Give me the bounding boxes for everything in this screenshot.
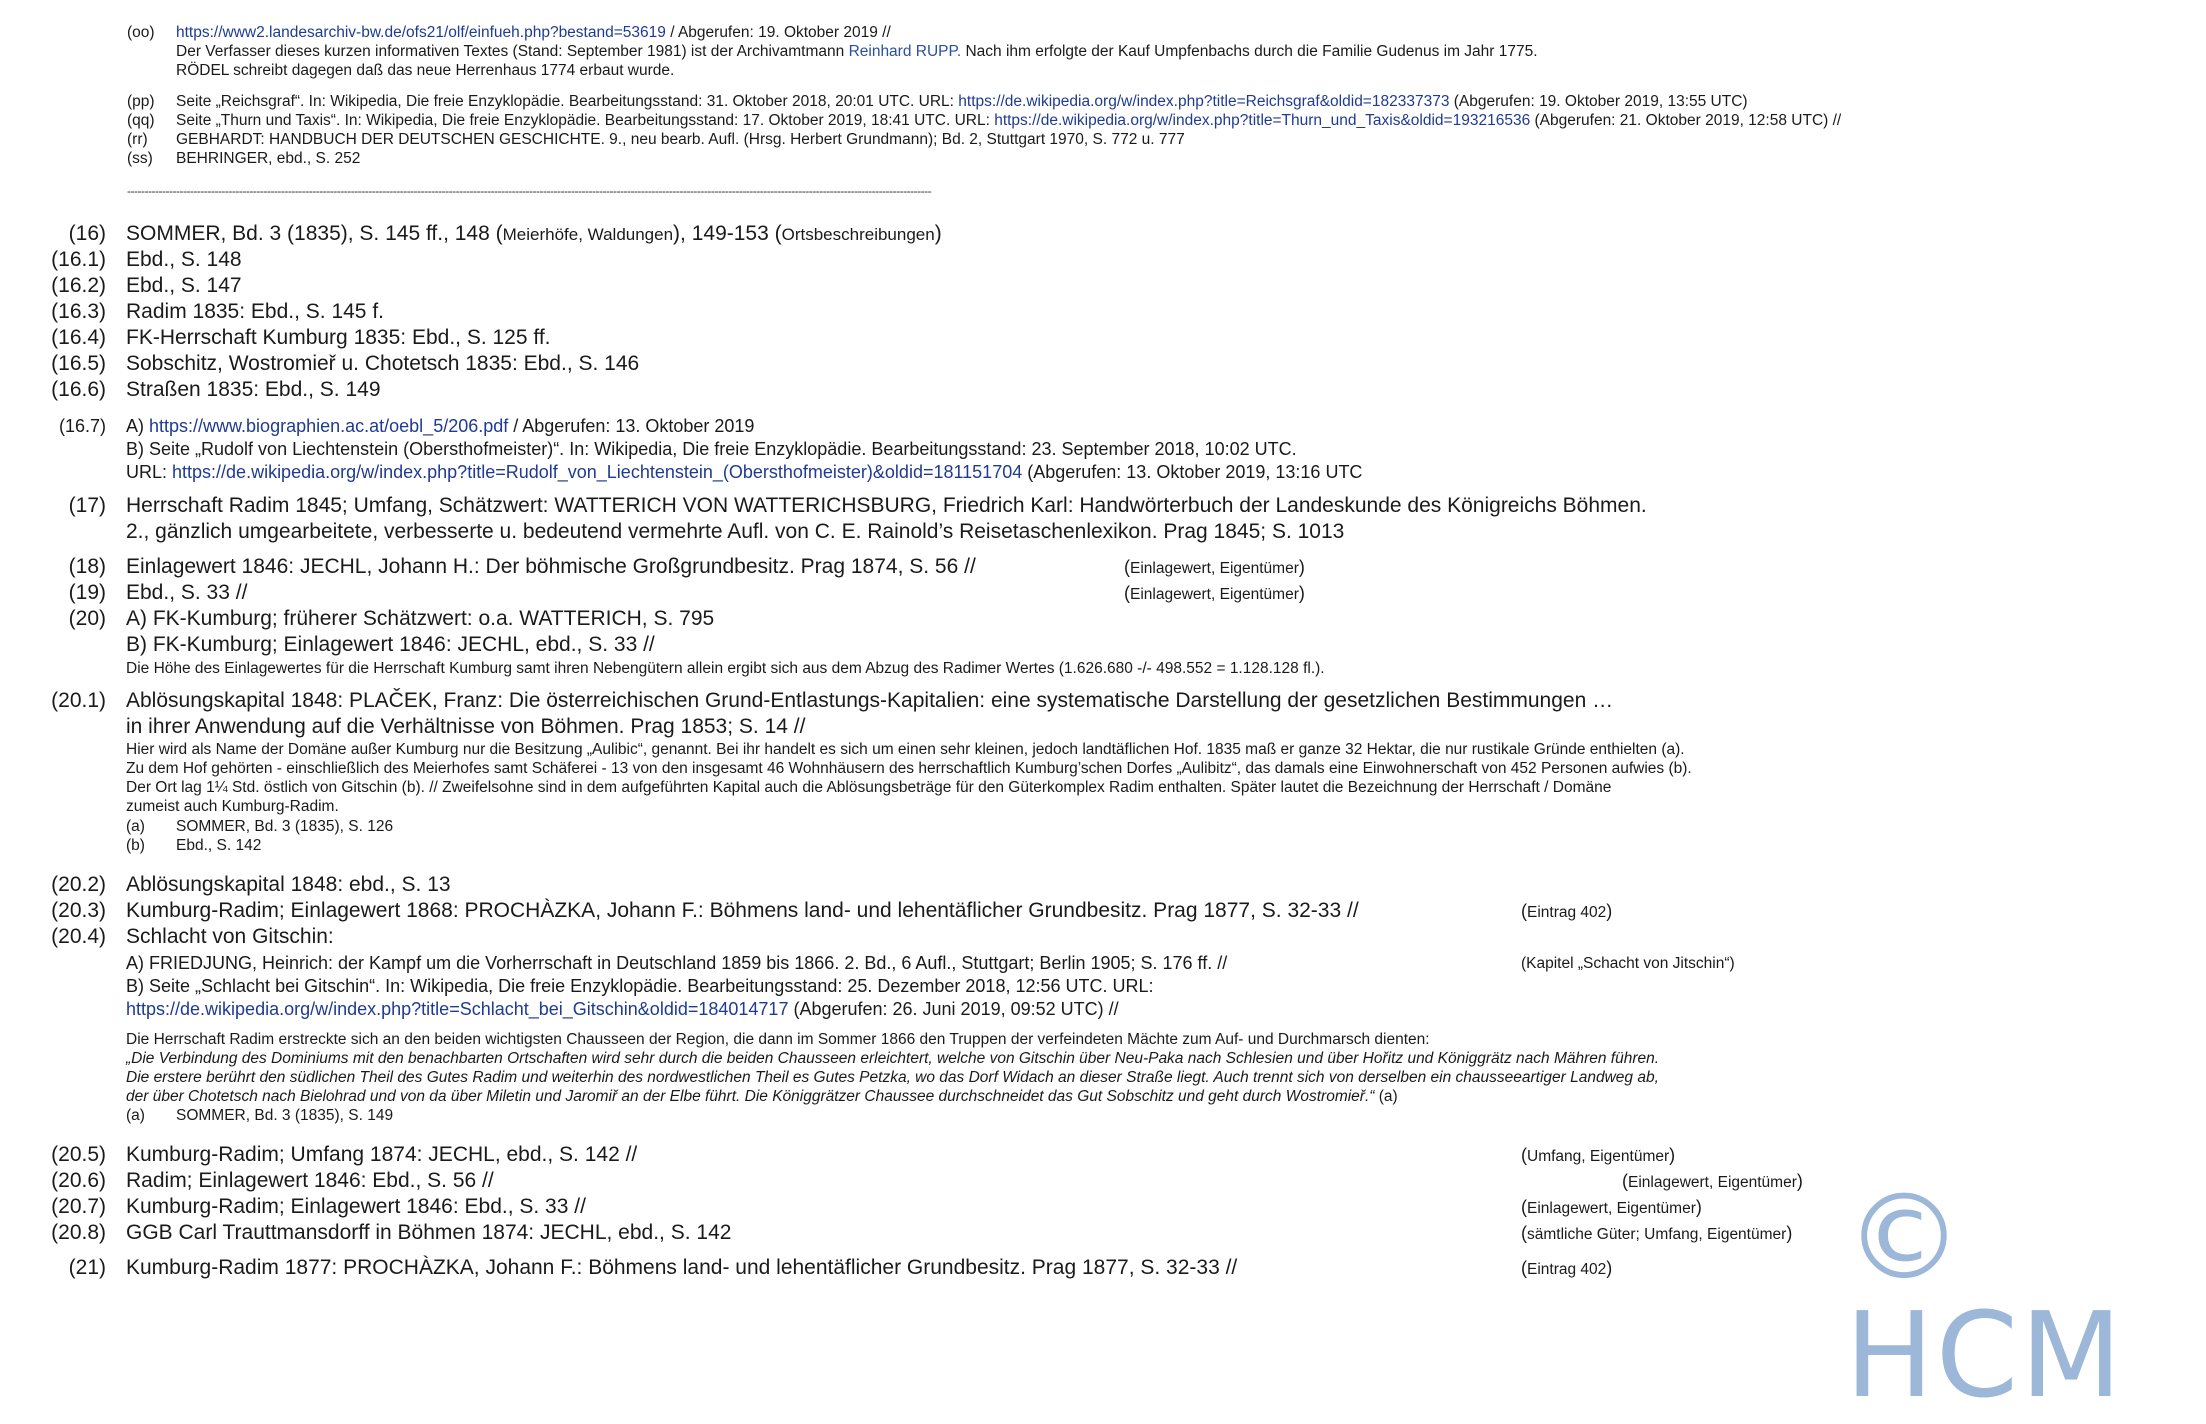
entry-19-text: Ebd., S. 33 //	[126, 581, 248, 604]
entry-20-8-remark: (sämtliche Güter; Umfang, Eigentümer)	[1521, 1223, 1793, 1243]
entry-20-1-note1: Hier wird als Name der Domäne außer Kumburg nur die Besitzung „Aulibic“, genannt. Bei ihr handelt es sich um einen sehr kleinen, jedoch landtäflichen Hof. 1835 maß er ganze 32 Hektar, die nur rustikale Gründe enthielten (a).	[126, 741, 1685, 758]
note-qq-link[interactable]: https://de.wikipedia.org/w/index.php?title=Thurn_und_Taxis&oldid=193216536	[994, 112, 1531, 129]
entry-20-1-note2: Zu dem Hof gehörten - einschließlich des Meierhofes samt Schäferei - 13 von den insgesamt 46 Wohnhäusern des herrschaftlich Kumburg’schen Dorfes „Aulibitz“, das damals eine Einwohnerschaft von 452 Personen aufwies (b).	[126, 760, 1692, 777]
entry-20-4-title: Schlacht von Gitschin:	[126, 925, 334, 948]
entry-16-4-text: FK-Herrschaft Kumburg 1835: Ebd., S. 125 ff.	[126, 326, 551, 349]
note-oo-line2: Der Verfasser dieses kurzen informativen Textes (Stand: September 1981) ist der Archivamtmann Reinhard RUPP. Nach ihm erfolgte der Kauf Umpfenbachs durch die Familie Gudenus im Jahr 1775.	[176, 43, 1538, 60]
entry-20-4-b: B) Seite „Schlacht bei Gitschin“. In: Wikipedia, Die freie Enzyklopädie. Bearbeitungsstand: 25. Dezember 2018, 12:56 UTC. URL:	[126, 976, 1154, 996]
entry-20-3-text: Kumburg-Radim; Einlagewert 1868: PROCHÀZKA, Johann F.: Böhmens land- und lehentäflicher Grundbesitz. Prag 1877, S. 32-33 //	[126, 899, 1359, 922]
entry-21-text: Kumburg-Radim 1877: PROCHÀZKA, Johann F.: Böhmens land- und lehentäflicher Grundbesitz. Prag 1877, S. 32-33 //	[126, 1256, 1238, 1279]
entry-16-5-number: (16.5)	[51, 352, 106, 375]
entry-21-remark: (Eintrag 402)	[1521, 1258, 1613, 1278]
entry-16-3-text: Radim 1835: Ebd., S. 145 f.	[126, 300, 384, 323]
entry-16-7-a: A) https://www.biographien.ac.at/oebl_5/206.pdf / Abgerufen: 13. Oktober 2019	[126, 416, 755, 436]
entry-20-1-line2: in ihrer Anwendung auf die Verhältnisse von Böhmen. Prag 1853; S. 14 //	[126, 715, 806, 738]
entry-20-4-footnote-a-label: (a)	[126, 1107, 145, 1124]
entry-20-3-remark: (Eintrag 402)	[1521, 901, 1613, 921]
entry-20-7-remark: (Einlagewert, Eigentümer)	[1521, 1197, 1702, 1217]
entry-20-4-quote2: Die erstere berührt den südlichen Theil des Gutes Radim und weiterhin des nordwestlichen Theil es Gutes Petzka, wo das Dorf Widach an dieser Straße liegt. Auch trennt sich von derselben ein chausseeartiger Landweg ab,	[126, 1069, 1659, 1086]
entry-20-1-note4: zumeist auch Kumburg-Radim.	[126, 798, 339, 815]
entry-20-3-number: (20.3)	[51, 899, 106, 922]
entry-20-4-c: https://de.wikipedia.org/w/index.php?title=Schlacht_bei_Gitschin&oldid=184014717 (Abgerufen: 26. Juni 2019, 09:52 UTC) //	[126, 999, 1119, 1019]
note-oo-label: (oo)	[127, 24, 155, 41]
entry-16-text: SOMMER, Bd. 3 (1835), S. 145 ff., 148 (Meierhöfe, Waldungen), 149-153 (Ortsbeschreibungen)	[126, 222, 942, 245]
entry-20-4-a-remark: (Kapitel „Schacht von Jitschin“)	[1521, 955, 1735, 972]
entry-16-7-a-link[interactable]: https://www.biographien.ac.at/oebl_5/206.pdf	[149, 416, 509, 436]
entry-17-line2: 2., gänzlich umgearbeitete, verbesserte u. bedeutend vermehrte Aufl. von C. E. Rainold’s Reisetaschenlexikon. Prag 1845; S. 1013	[126, 520, 1345, 543]
entry-20-5-number: (20.5)	[51, 1143, 106, 1166]
entry-19-remark: (Einlagewert, Eigentümer)	[1124, 583, 1305, 603]
entry-20-number: (20)	[68, 607, 106, 630]
entry-16-7-c-link[interactable]: https://de.wikipedia.org/w/index.php?title=Rudolf_von_Liechtenstein_(Obersthofmeister)&oldid=181151704	[172, 462, 1023, 482]
entry-20-7-text: Kumburg-Radim; Einlagewert 1846: Ebd., S. 33 //	[126, 1195, 586, 1218]
separator-line: --------------------------------------------------------------------------------------------------------------------------------------------------------------------------------------------------------------------------------------	[127, 184, 932, 198]
note-oo-line3: RÖDEL schreibt dagegen daß das neue Herrenhaus 1774 erbaut wurde.	[176, 62, 675, 79]
entry-20-1-footnote-b-text: Ebd., S. 142	[176, 837, 262, 854]
note-ss-text: BEHRINGER, ebd., S. 252	[176, 150, 361, 167]
entry-16-1-number: (16.1)	[51, 248, 106, 271]
entry-20-7-number: (20.7)	[51, 1195, 106, 1218]
entry-16-7-c: URL: https://de.wikipedia.org/w/index.php?title=Rudolf_von_Liechtenstein_(Obersthofmeister)&oldid=181151704 (Abgerufen: 13. Oktober 2019, 13:16 UTC	[126, 462, 1363, 482]
entry-16-2-text: Ebd., S. 147	[126, 274, 242, 297]
entry-18-text: Einlagewert 1846: JECHL, Johann H.: Der böhmische Großgrundbesitz. Prag 1874, S. 56 //	[126, 555, 976, 578]
entry-19-number: (19)	[68, 581, 106, 604]
entry-20-4-footnote-a-text: SOMMER, Bd. 3 (1835), S. 149	[176, 1107, 394, 1124]
entry-16-7-number: (16.7)	[58, 416, 106, 436]
entry-20-1-footnote-a-label: (a)	[126, 818, 145, 835]
entry-17-number: (17)	[68, 494, 106, 517]
note-qq-text: Seite „Thurn und Taxis“. In: Wikipedia, Die freie Enzyklopädie. Bearbeitungsstand: 17. Oktober 2019, 18:41 UTC. URL: https://de.wikipedia.org/w/index.php?title=Thurn_und_Taxis&oldid=193216536 (Abgerufen: 21. Oktober 2019, 12:58 UTC) //	[176, 112, 1842, 129]
entry-20-2-number: (20.2)	[51, 873, 106, 896]
entry-20-1-note3: Der Ort lag 1¼ Std. östlich von Gitschin (b). // Zweifelsohne sind in dem aufgeführten Kapital auch die Ablösungsbeträge für den Güterkomplex Radim enthalten. Später lautet die Bezeichnung der Herrschaft / Domäne	[126, 779, 1612, 796]
note-qq-label: (qq)	[127, 112, 155, 129]
entry-20-4-a: A) FRIEDJUNG, Heinrich: der Kampf um die Vorherrschaft in Deutschland 1859 bis 1866. 2. Bd., 6 Aufl., Stuttgart; Berlin 1905; S. 176 ff. //	[126, 953, 1228, 973]
entry-20-1-line1: Ablösungskapital 1848: PLAČEK, Franz: Die österreichischen Grund-Entlastungs-Kapitalien: eine systematische Darstellung der gesetzlichen Bestimmungen …	[126, 689, 1614, 712]
entry-20-note: Die Höhe des Einlagewertes für die Herrschaft Kumburg samt ihren Nebengütern allein ergibt sich aus dem Abzug des Radimer Wertes (1.626.680 -/- 498.552 = 1.128.128 fl.).	[126, 660, 1325, 677]
entry-17-line1: Herrschaft Radim 1845; Umfang, Schätzwert: WATTERICH VON WATTERICHSBURG, Friedrich Karl: Handwörterbuch der Landeskunde des Königreichs Böhmen.	[126, 494, 1647, 517]
entry-20-1-footnote-a-text: SOMMER, Bd. 3 (1835), S. 126	[176, 818, 394, 835]
entry-16-number: (16)	[68, 222, 106, 245]
entry-16-1-text: Ebd., S. 148	[126, 248, 242, 271]
note-pp-label: (pp)	[127, 93, 155, 110]
note-oo-line1: https://www2.landesarchiv-bw.de/ofs21/olf/einfueh.php?bestand=53619 / Abgerufen: 19. Oktober 2019 //	[176, 24, 891, 41]
entry-20-6-remark: (Einlagewert, Eigentümer)	[1622, 1171, 1803, 1191]
entry-20-4-note: Die Herrschaft Radim erstreckte sich an den beiden wichtigsten Chausseen der Region, die dann im Sommer 1866 den Truppen der verfeindeten Mächte zum Auf- und Durchmarsch dienten:	[126, 1031, 1430, 1048]
note-pp-text: Seite „Reichsgraf“. In: Wikipedia, Die freie Enzyklopädie. Bearbeitungsstand: 31. Oktober 2018, 20:01 UTC. URL: https://de.wikipedia.org/w/index.php?title=Reichsgraf&oldid=182337373 (Abgerufen: 19. Oktober 2019, 13:55 UTC)	[176, 93, 1748, 110]
note-rr-label: (rr)	[127, 131, 148, 148]
note-rr-text: GEBHARDT: HANDBUCH DER DEUTSCHEN GESCHICHTE. 9., neu bearb. Aufl. (Hrsg. Herbert Grundmann); Bd. 2, Stuttgart 1970, S. 772 u. 777	[176, 131, 1185, 148]
entry-21-number: (21)	[68, 1256, 106, 1279]
copyright-watermark: © HCM	[1845, 1168, 2124, 1424]
entry-20-8-number: (20.8)	[51, 1221, 106, 1244]
entry-16-3-number: (16.3)	[51, 300, 106, 323]
entry-20-8-text: GGB Carl Trauttmansdorff in Böhmen 1874: JECHL, ebd., S. 142	[126, 1221, 732, 1244]
entry-18-remark: (Einlagewert, Eigentümer)	[1124, 557, 1305, 577]
entry-16-6-number: (16.6)	[51, 378, 106, 401]
entry-20-6-number: (20.6)	[51, 1169, 106, 1192]
entry-16-4-number: (16.4)	[51, 326, 106, 349]
entry-16-7-b: B) Seite „Rudolf von Liechtenstein (Obersthofmeister)“. In: Wikipedia, Die freie Enzyklopädie. Bearbeitungsstand: 23. September 2018, 10:02 UTC.	[126, 439, 1297, 459]
entry-20-4-quote3: der über Chotetsch nach Bielohrad und von da über Miletin und Jaromiř an der Elbe führt. Die Königgrätzer Chaussee durchschneidet das Gut Sobschitz und geht durch Wostromieř.“ (a)	[126, 1088, 1398, 1105]
entry-16-5-text: Sobschitz, Wostromieř u. Chotetsch 1835: Ebd., S. 146	[126, 352, 640, 375]
entry-20-6-text: Radim; Einlagewert 1846: Ebd., S. 56 //	[126, 1169, 494, 1192]
entry-20-1-footnote-b-label: (b)	[126, 837, 145, 854]
entry-16-6-text: Straßen 1835: Ebd., S. 149	[126, 378, 381, 401]
entry-20-5-remark: (Umfang, Eigentümer)	[1521, 1145, 1676, 1165]
entry-20-4-quote1: „Die Verbindung des Dominiums mit den benachbarten Ortschaften wird sehr durch die beiden Chausseen erleichtert, welche von Gitschin über Neu-Paka nach Schlesien und über Hořitz und Königgrätz nach Mähren führen.	[126, 1050, 1660, 1067]
entry-20-4-link[interactable]: https://de.wikipedia.org/w/index.php?title=Schlacht_bei_Gitschin&oldid=184014717	[126, 999, 789, 1019]
entry-18-number: (18)	[68, 555, 106, 578]
entry-20-b: B) FK-Kumburg; Einlagewert 1846: JECHL, ebd., S. 33 //	[126, 633, 655, 656]
entry-20-a: A) FK-Kumburg; früherer Schätzwert: o.a. WATTERICH, S. 795	[126, 607, 715, 630]
entry-20-4-number: (20.4)	[51, 925, 106, 948]
entry-16-2-number: (16.2)	[51, 274, 106, 297]
note-ss-label: (ss)	[127, 150, 153, 167]
note-pp-link[interactable]: https://de.wikipedia.org/w/index.php?title=Reichsgraf&oldid=182337373	[958, 93, 1450, 110]
entry-20-5-text: Kumburg-Radim; Umfang 1874: JECHL, ebd., S. 142 //	[126, 1143, 638, 1166]
entry-20-1-number: (20.1)	[51, 689, 106, 712]
note-oo-link[interactable]: https://www2.landesarchiv-bw.de/ofs21/olf/einfueh.php?bestand=53619	[176, 24, 666, 41]
entry-20-2-text: Ablösungskapital 1848: ebd., S. 13	[126, 873, 451, 896]
